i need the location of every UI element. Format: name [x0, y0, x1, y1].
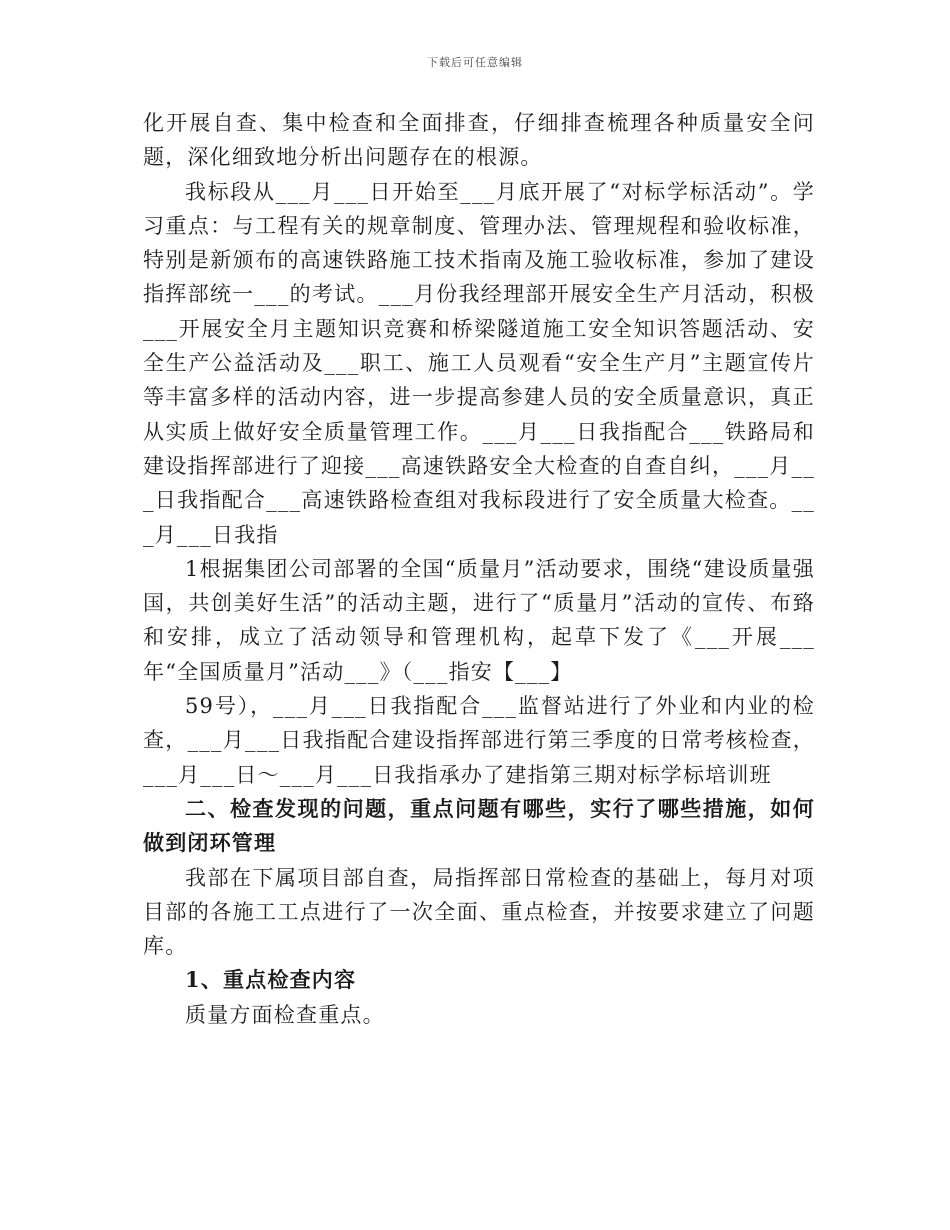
subheading-key-content: 1、重点检查内容	[185, 967, 357, 993]
paragraph-inspections: 59号），___月___日我指配合___监督站进行了外业和内业的检查，___月___日我指配合建设指挥部进行第三季度的日常考核检查，___月___日～___月___日我指承办了建指第三期对标学标培训班	[143, 694, 815, 787]
paragraph-quality-month: 1根据集团公司部署的全国“质量月”活动要求，围绕“建设质量强国，共创美好生活”的活动主题，进行了“质量月”活动的宣传、布臵和安排，成立了活动领导和管理机构，起草下发了《___开展___年“全国质量月”活动___》（___指安【___】	[143, 556, 815, 684]
section-heading-problems: 二、检查发现的问题，重点问题有哪些，实行了哪些措施，如何做到闭环管理	[143, 795, 815, 856]
paragraph-monthly-check: 我部在下属项目部自查，局指挥部日常检查的基础上，每月对项目部的各施工工点进行了一次全面、重点检查，并按要求建立了问题库。	[143, 865, 815, 959]
page-header-note: 下载后可任意编辑	[427, 56, 523, 69]
document-body	[143, 106, 815, 1032]
paragraph-benchmark-activity: 我标段从___月___日开始至___月底开展了“对标学标活动”。学习重点：与工程有关的规章制度、管理办法、管理规程和验收标准，特别是新颁布的高速铁路施工技术指南及施工验收标准，参加了建设指挥部统一___的考试。___月份我经理部开展安全生产月活动，积极___开展安全月主题知识竞赛和桥梁隧道施工安全知识答题活动、安全生产公益活动及___职工、施工人员观看“安全生产月”主题宣传片等丰富多样的活动内容，进一步提高参建人员的安全质量意识，真正从实质上做好安全质量管理工作。___月___日我指配合___铁路局和建设指挥部进行了迎接___高速铁路安全大检查的自查自纠，___月___日我指配合___高速铁路检查组对我标段进行了安全质量大检查。___月___日我指	[143, 179, 815, 547]
paragraph-quality-focus: 质量方面检查重点。	[185, 1002, 385, 1027]
paragraph-continuation: 化开展自查、集中检查和全面排查，仔细排查梳理各种质量安全问题，深化细致地分析出问题存在的根源。	[143, 111, 815, 170]
